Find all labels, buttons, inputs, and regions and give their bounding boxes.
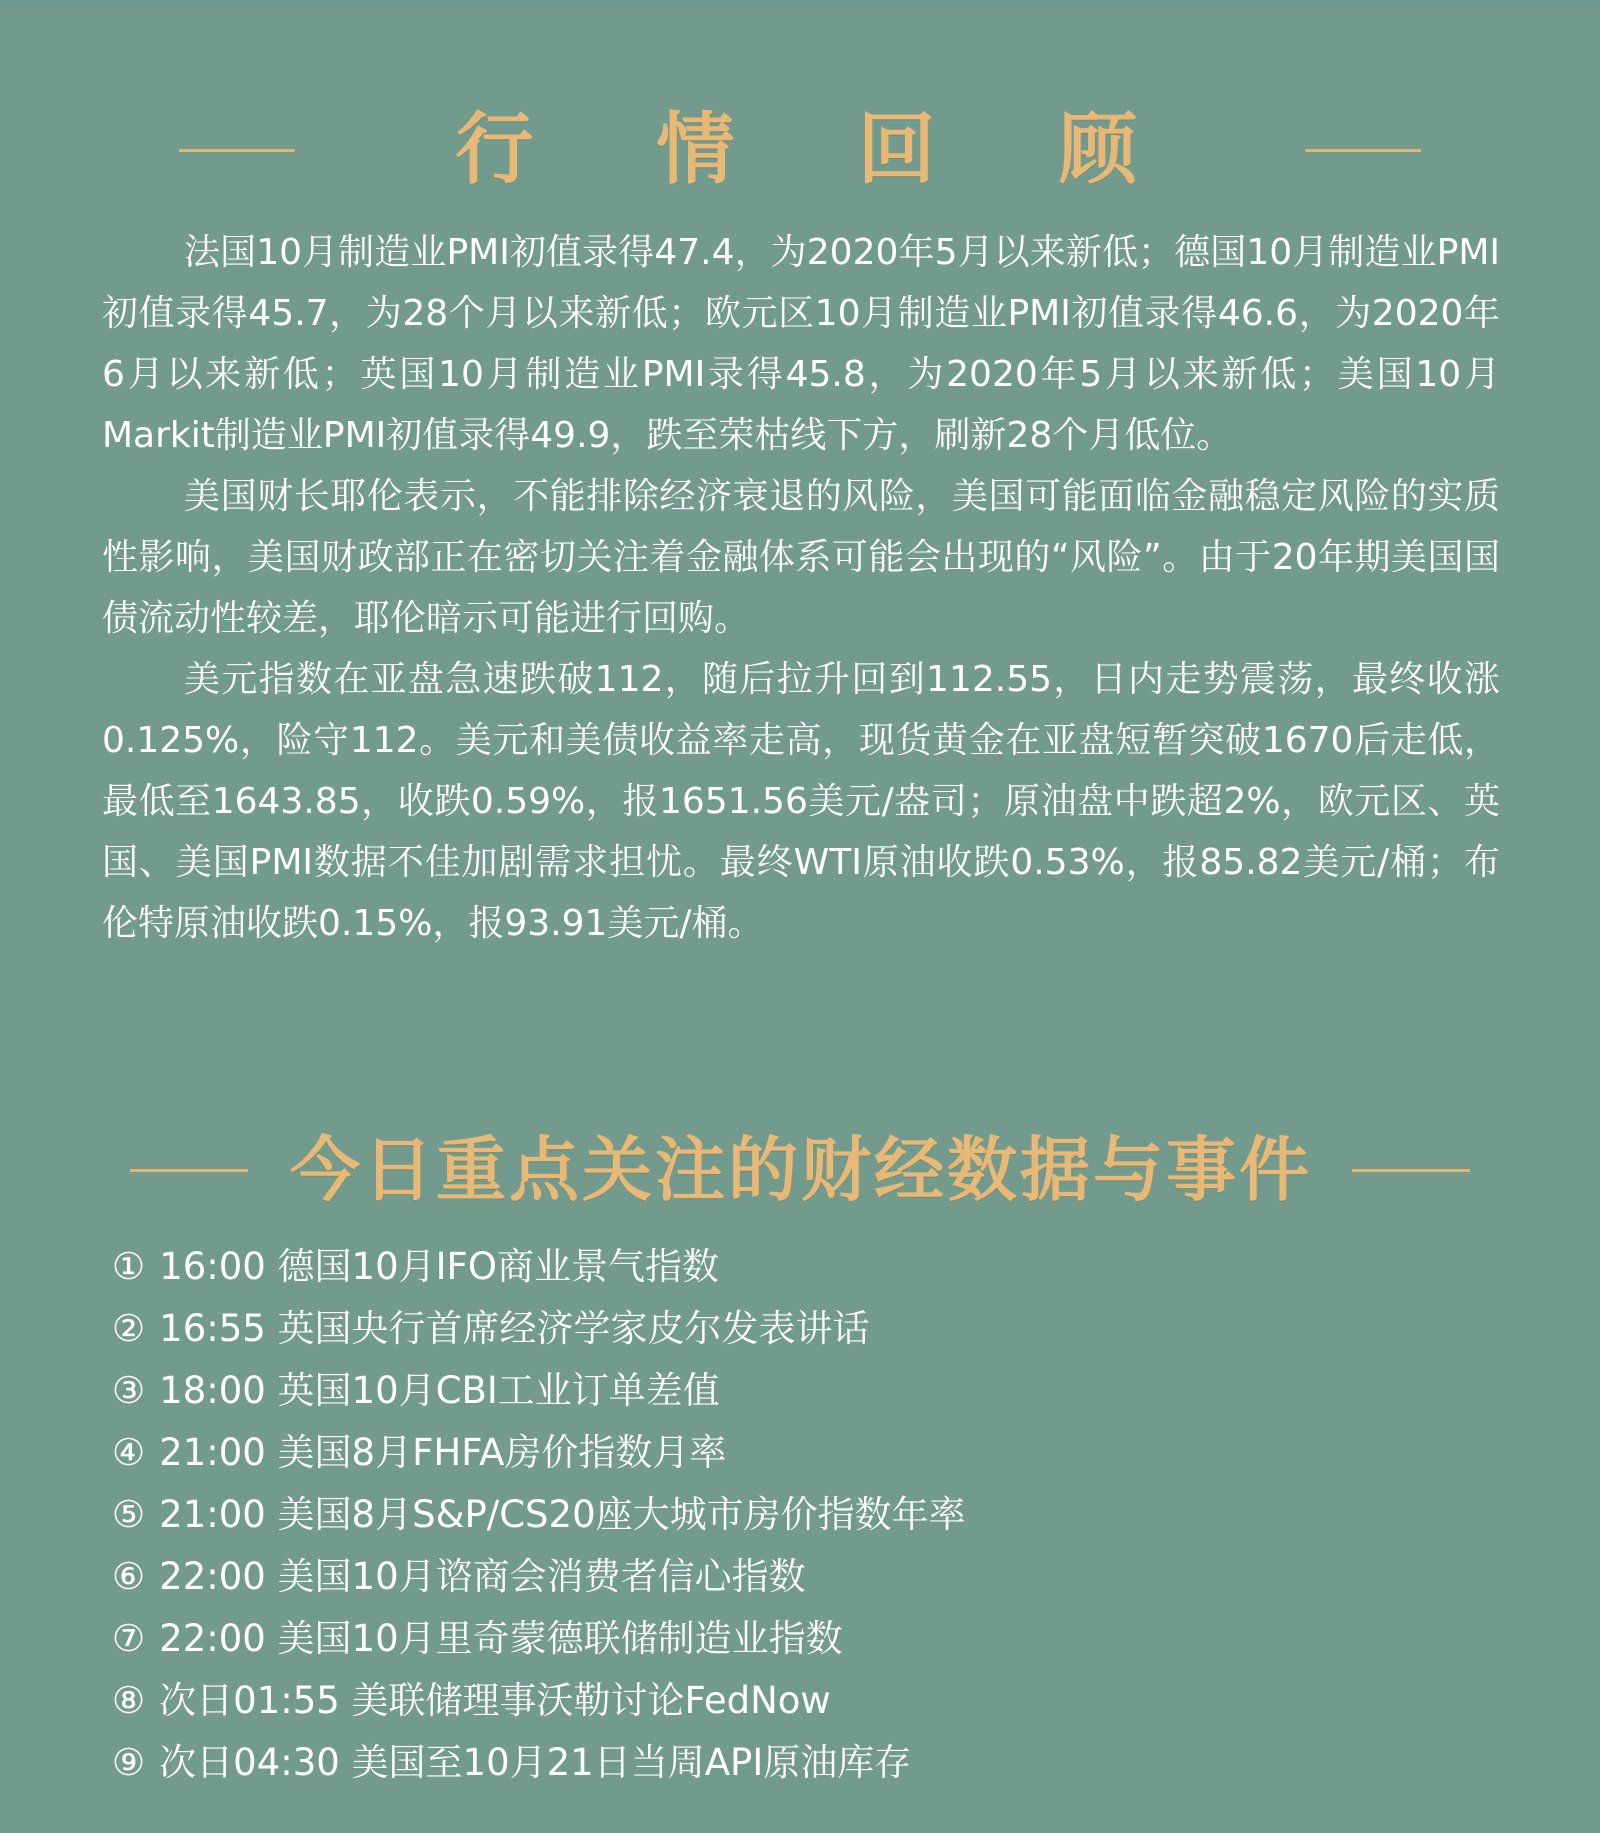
event-text: 18:00 英国10月CBI工业订单差值 <box>159 1369 720 1412</box>
event-text: 21:00 美国8月FHFA房价指数月率 <box>159 1431 727 1474</box>
header-left-line <box>179 149 295 152</box>
event-text: 21:00 美国8月S&P/CS20座大城市房价指数年率 <box>159 1493 966 1536</box>
market-review-title: 行 情 回 顾 <box>455 105 1185 195</box>
event-number: ⑥ <box>112 1555 146 1598</box>
event-item <box>112 1546 1412 1608</box>
market-review-header <box>0 100 1600 200</box>
event-number: ① <box>112 1245 146 1288</box>
review-paragraph: 法国10月制造业PMI初值录得47.4，为2020年5月以来新低；德国10月制造业PMI初值录得45.7，为28个月以来新低；欧元区10月制造业PMI初值录得46.6，为2020年6月以来新低；英国10月制造业PMI录得45.8，为2020年5月以来新低；美国10月Markit制造业PMI初值录得49.9，跌至荣枯线下方，刷新28个月低位。 <box>102 232 1500 456</box>
review-paragraph: 美国财长耶伦表示，不能排除经济衰退的风险，美国可能面临金融稳定风险的实质性影响，美国财政部正在密切关注着金融体系可能会出现的“风险”。由于20年期美国国债流动性较差，耶伦暗示可能进行回购。 <box>102 476 1500 639</box>
event-text: 次日01:55 美联储理事沃勒讨论FedNow <box>159 1679 831 1722</box>
header-right-line <box>1305 149 1421 152</box>
event-number: ⑤ <box>112 1493 146 1536</box>
market-review-body <box>102 222 1500 954</box>
events-list <box>112 1236 1412 1794</box>
event-item <box>112 1484 1412 1546</box>
event-item <box>112 1298 1412 1360</box>
event-number: ⑦ <box>112 1617 146 1660</box>
event-item <box>112 1236 1412 1298</box>
event-item <box>112 1360 1412 1422</box>
event-number: ⑧ <box>112 1679 146 1722</box>
event-text: 次日04:30 美国至10月21日当周API原油库存 <box>159 1741 912 1784</box>
review-paragraph: 美元指数在亚盘急速跌破112，随后拉升回到112.55，日内走势震荡，最终收涨0.125%，险守112。美元和美债收益率走高，现货黄金在亚盘短暂突破1670后走低，最低至1643.85，收跌0.59%，报1651.56美元/盎司；原油盘中跌超2%，欧元区、英国、美国PMI数据不佳加剧需求担忧。最终WTI原油收跌0.53%，报85.82美元/桶；布伦特原油收跌0.15%，报93.91美元/桶。 <box>102 659 1500 944</box>
event-text: 16:00 德国10月IFO商业景气指数 <box>159 1245 719 1288</box>
header-right-line <box>1352 1169 1470 1172</box>
event-text: 22:00 美国10月谘商会消费者信心指数 <box>159 1555 806 1598</box>
events-title: 今日重点关注的财经数据与事件 <box>290 1129 1312 1211</box>
event-item <box>112 1732 1412 1794</box>
event-number: ② <box>112 1307 146 1350</box>
event-item <box>112 1670 1412 1732</box>
events-header <box>0 1120 1600 1220</box>
top-strip <box>0 0 1600 8</box>
event-number: ④ <box>112 1431 146 1474</box>
header-left-line <box>130 1169 248 1172</box>
event-number: ⑨ <box>112 1741 146 1784</box>
event-text: 16:55 英国央行首席经济学家皮尔发表讲话 <box>159 1307 870 1350</box>
event-number: ③ <box>112 1369 146 1412</box>
event-item <box>112 1422 1412 1484</box>
event-text: 22:00 美国10月里奇蒙德联储制造业指数 <box>159 1617 843 1660</box>
event-item <box>112 1608 1412 1670</box>
